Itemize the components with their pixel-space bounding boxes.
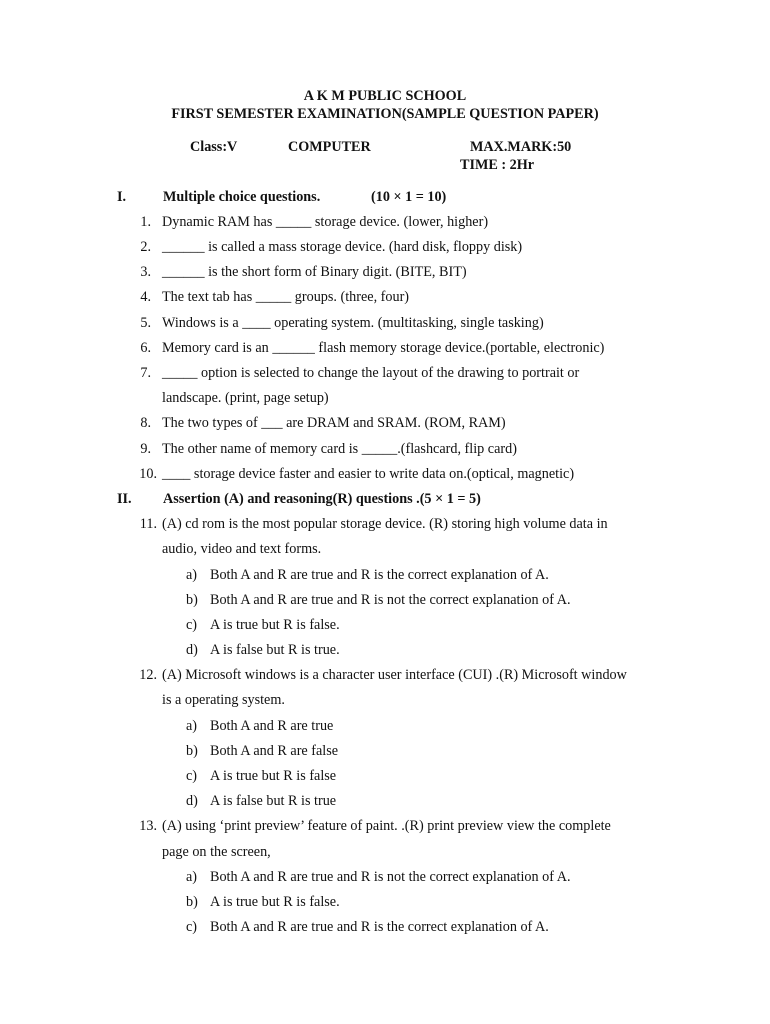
subject-label: COMPUTER bbox=[288, 139, 371, 155]
question-text: ______ is called a mass storage device. (hard disk, floppy disk) bbox=[162, 239, 523, 255]
section-2-numeral: II. bbox=[117, 491, 132, 507]
question-text: The text tab has _____ groups. (three, four) bbox=[162, 289, 410, 305]
option-text: A is true but R is false. bbox=[210, 894, 340, 910]
option-text: Both A and R are true and R is the correct explanation of A. bbox=[210, 567, 549, 583]
option-label: a) bbox=[186, 567, 198, 583]
option-text: Both A and R are true and R is not the correct explanation of A. bbox=[210, 869, 571, 885]
question-number: 11. bbox=[139, 516, 157, 532]
option-label: d) bbox=[186, 642, 198, 658]
option-label: c) bbox=[186, 919, 198, 935]
option-label: b) bbox=[186, 592, 198, 608]
question-text: (A) using ‘print preview’ feature of paint. .(R) print preview view the complete bbox=[162, 818, 611, 834]
option-label: a) bbox=[186, 718, 198, 734]
school-name: A K M PUBLIC SCHOOL bbox=[303, 88, 467, 104]
question-number: 3. bbox=[140, 264, 151, 280]
class-label: Class:V bbox=[190, 139, 238, 155]
question-number: 5. bbox=[140, 315, 151, 331]
question-number: 2. bbox=[140, 239, 151, 255]
option-label: a) bbox=[186, 869, 198, 885]
question-text: Dynamic RAM has _____ storage device. (lower, higher) bbox=[162, 214, 489, 230]
section-1-marks: (10 × 1 = 10) bbox=[371, 189, 447, 205]
question-number: 4. bbox=[140, 289, 151, 305]
section-1-numeral: I. bbox=[117, 189, 127, 205]
option-text: Both A and R are true and R is the correct explanation of A. bbox=[210, 919, 549, 935]
option-label: c) bbox=[186, 768, 198, 784]
option-text: A is false but R is true bbox=[210, 793, 337, 809]
section-1-title: Multiple choice questions. bbox=[163, 189, 321, 205]
option-text: A is true but R is false bbox=[210, 768, 337, 784]
exam-title: FIRST SEMESTER EXAMINATION(SAMPLE QUESTION PAPER) bbox=[171, 106, 599, 122]
question-number: 12. bbox=[139, 667, 157, 683]
question-text: The two types of ___ are DRAM and SRAM. (ROM, RAM) bbox=[162, 415, 506, 431]
max-mark-label: MAX.MARK:50 bbox=[470, 139, 572, 155]
question-number: 9. bbox=[140, 441, 151, 457]
option-text: Both A and R are true and R is not the correct explanation of A. bbox=[210, 592, 571, 608]
option-label: b) bbox=[186, 894, 198, 910]
option-text: A is true but R is false. bbox=[210, 617, 340, 633]
question-number: 1. bbox=[140, 214, 151, 230]
question-text: _____ option is selected to change the layout of the drawing to portrait or bbox=[162, 365, 580, 381]
question-number: 7. bbox=[140, 365, 151, 381]
option-label: c) bbox=[186, 617, 198, 633]
question-text: ____ storage device faster and easier to write data on.(optical, magnetic) bbox=[162, 466, 575, 482]
question-text-continued: is a operating system. bbox=[162, 692, 285, 708]
question-text-continued: audio, video and text forms. bbox=[162, 541, 322, 557]
question-text: ______ is the short form of Binary digit. (BITE, BIT) bbox=[162, 264, 467, 280]
question-number: 10. bbox=[139, 466, 157, 482]
option-label: b) bbox=[186, 743, 198, 759]
option-text: Both A and R are false bbox=[210, 743, 339, 759]
question-number: 8. bbox=[140, 415, 151, 431]
question-text: The other name of memory card is _____.(flashcard, flip card) bbox=[162, 441, 517, 457]
time-label: TIME : 2Hr bbox=[460, 157, 535, 173]
question-number: 13. bbox=[139, 818, 157, 834]
option-text: A is false but R is true. bbox=[210, 642, 340, 658]
question-number: 6. bbox=[140, 340, 151, 356]
question-text: Memory card is an ______ flash memory storage device.(portable, electronic) bbox=[162, 340, 605, 356]
option-text: Both A and R are true bbox=[210, 718, 334, 734]
section-2-title: Assertion (A) and reasoning(R) questions .(5 × 1 = 5) bbox=[163, 491, 481, 507]
option-label: d) bbox=[186, 793, 198, 809]
question-text-continued: landscape. (print, page setup) bbox=[162, 390, 329, 406]
question-text: (A) cd rom is the most popular storage device. (R) storing high volume data in bbox=[162, 516, 608, 532]
question-text: Windows is a ____ operating system. (multitasking, single tasking) bbox=[162, 315, 544, 331]
question-text: (A) Microsoft windows is a character user interface (CUI) .(R) Microsoft window bbox=[162, 667, 627, 683]
question-text-continued: page on the screen, bbox=[162, 844, 271, 860]
